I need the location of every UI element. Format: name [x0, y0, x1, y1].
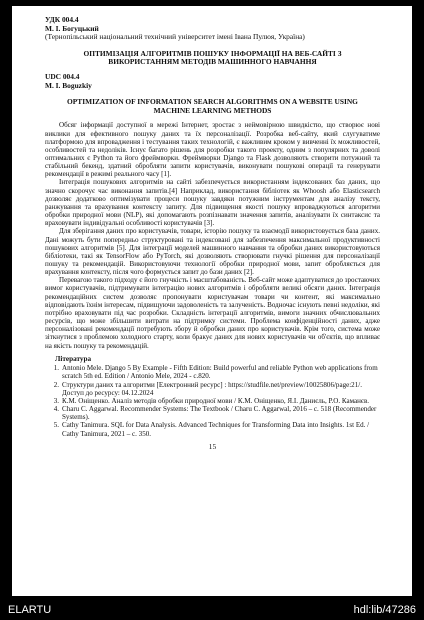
reference-item: [45, 364, 380, 380]
page-content: [45, 16, 380, 451]
author-ua: М. І. Богуцький: [45, 23, 99, 33]
reference-item: [45, 405, 380, 421]
reference-number: 1.: [53, 364, 59, 373]
references-list: [45, 364, 380, 437]
reference-number: 3.: [53, 396, 59, 405]
reference-number: 4.: [53, 405, 59, 414]
paragraph: Перевагою такого підходу є його гнучкість і масштабованість. Веб-сайт може адаптуватися до зростаючих вимог користувачів, підтримувати інтеграцію нових алгоритмів і обробляти великі обсяги даних. Інтеграція рекомендаційних систем дозволяє пропонувати користувачам товари чи контент, які максимально відповідають їхнім інтересам, підвищуючи задоволеність та залученість. Водночас існують певні недоліки, які потрібно враховувати під час розробки. Складність інтеграції алгоритмів, вимоги значних обчислювальних ресурсів, що може збільшити витрати на підтримку системи. Проблема конфіденційності даних, адже персоналізовані рекомендації потребують збору й обробки даних про користувачів. Крім того, система може зіткнутися з проблемою холодного старту, коли бракує даних для нових користувачів чи об'єктів, що впливає на якість пошуку та рекомендацій.: [45, 276, 380, 350]
references-heading: Література: [55, 354, 92, 363]
reference-item: [45, 397, 380, 405]
document-page: [12, 6, 412, 596]
footer-repository-name: ELARTU: [8, 604, 52, 616]
reference-item: [45, 421, 380, 437]
reference-number: 5.: [53, 421, 59, 430]
title-ua: [45, 50, 380, 67]
reference-text: Charu C. Aggarwal. Recommender Systems: The Textbook / Charu C. Aggarwal, 2016 – с. 518 (Recommender Systems).: [62, 405, 377, 422]
title-ua-line2: ВИКОРИСТАННЯМ МЕТОДІВ МАШИННОГО НАВЧАННЯ: [108, 57, 317, 67]
footer-handle-link[interactable]: hdl:lib/47286: [353, 604, 416, 616]
udk-ua: УДК 004.4: [45, 15, 79, 24]
title-en: [45, 98, 380, 115]
paragraph: Для зберігання даних про користувачів, товари, історію пошуку та взаємодії використовується база даних. Дані можуть бути попередньо структуровані та індексовані для забезпечення максимальної продуктивності пошукових алгоритмів [5]. Для інтеграції моделей машинного навчання та обробки даних використовуються бібліотеки, такі як TensorFlow або PyTorch, які дозволяють створювати гнучкі рішення для персоналізації пошуку та рекомендацій. Використовуючи технології обробки природної мови, запит обробляється для врахування контексту, після чого формується запит до бази даних [2].: [45, 227, 380, 277]
paragraph: Обсяг інформації доступної в мережі Інтернет, зростає з неймовірною швидкістю, що створює нові виклики для ефективного пошуку даних та їх персоналізації. Розробка веб-сайту, який слугуватиме платформою для впровадження і тестування таких технологій, є важливим кроком у вивченні їх можливостей, особливостей та недоліків. Існує багато рішень для розробки такого проекту, одним з популярних та доволі оптимальних є Python та його фреймворки. Фреймворки Django та Flask дозволяють створити потужний та стабільний бекенд, здатний обробляти запити користувачів, виконувати пошукові операції та генерувати рекомендації в режимі реального часу [1].: [45, 121, 380, 179]
page-number: 15: [208, 441, 217, 451]
reference-number: 2.: [53, 380, 59, 389]
affiliation-ua: (Тернопільський національний технічний університет імені Івана Пулюя, Україна): [45, 32, 305, 42]
reference-text: Структури даних та алгоритми [Електронний ресурс] : https://studfile.net/preview/10025806/page:21/. Доступ до ресурсу: 04.12.2024: [62, 380, 362, 397]
udk-en: UDC 004.4: [45, 71, 80, 81]
title-ua-line1: ОПТИМІЗАЦІЯ АЛГОРИТМІВ ПОШУКУ ІНФОРМАЦІЇ НА ВЕБ-САЙТІ З: [83, 48, 342, 58]
repository-footer: [0, 596, 424, 620]
reference-text: Antonio Mele. Django 5 By Example - Fifth Edition: Build powerful and reliable Python web applications from scratch 5th ed. Edition / Antonio Mele, 2024 - с.820.: [62, 364, 378, 381]
title-en-line2: MACHINE LEARNING METHODS: [153, 105, 272, 115]
title-en-line1: OPTIMIZATION OF INFORMATION SEARCH ALGORITHMS ON A WEBSITE USING: [67, 97, 358, 107]
reference-text: Cathy Tanimura. SQL for Data Analysis. Advanced Techniques for Transforming Data into Insights. 1st Ed. / Cathy Tanimura, 2021 – с. 350.: [62, 421, 370, 438]
author-en: M. I. Boguzkiy: [45, 80, 92, 90]
body-text: [45, 121, 380, 349]
paragraph: Інтеграція пошукових алгоритмів на сайті забезпечується використанням індексованих баз даних, що значно скорочує час виконання запитів.[4] Наприклад, використання бібліотек як Whoosh або Elasticsearch дозволяє додатково оптимізувати процеси пошуку завдяки потужним інструментам для аналізу тексту, ранжування та врахування контексту запиту. Для підвищення якості пошуку впроваджуються алгоритми обробки природної мови (NLP), які допомагають розпізнавати значення запитів, аналізувати їх синтаксис та враховувати індивідуальні особливості користувачів [3].: [45, 178, 380, 228]
reference-text: К.М. Оніщенко. Аналіз методів обробки природної мови / К.М. Оніщенко, Я.І. Даниєль, Р.О. Каманєв.: [62, 396, 370, 405]
reference-item: [45, 381, 380, 397]
